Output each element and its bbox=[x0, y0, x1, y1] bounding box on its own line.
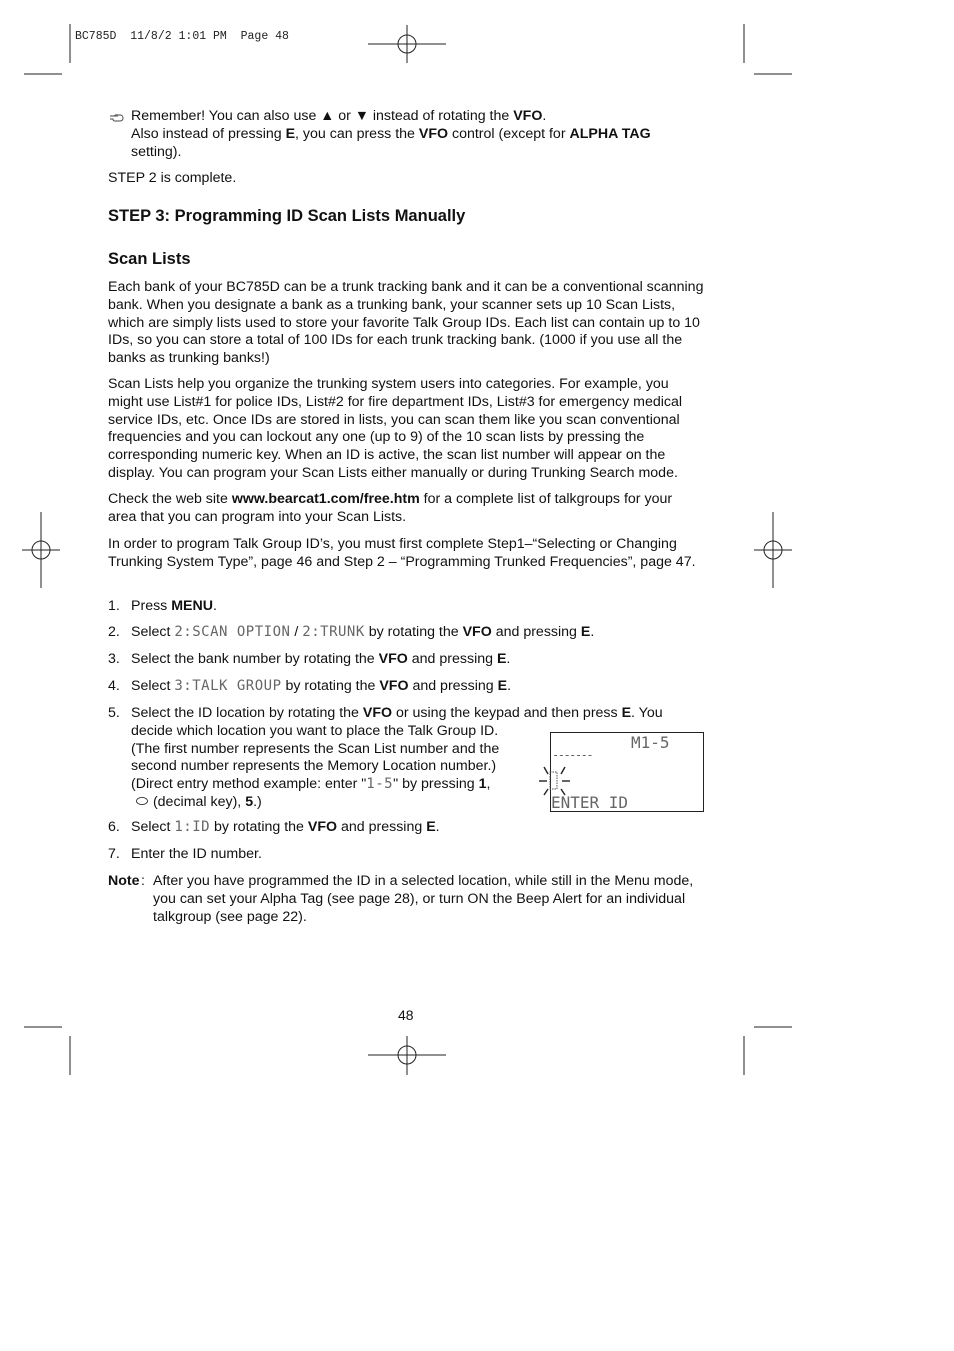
decimal-key-icon bbox=[135, 796, 149, 806]
heading-scan-lists: Scan Lists bbox=[108, 250, 191, 268]
step-6: 6. Select 1:ID by rotating the VFO and pressing E. bbox=[108, 819, 440, 835]
lcd-top-text: M1-5 bbox=[631, 733, 670, 752]
paragraph-website: Check the web site www.bearcat1.com/free.htm for a complete list of talkgroups for your area that you can program into your Scan Lists. bbox=[108, 491, 673, 525]
lcd-scan-option: 2:SCAN OPTION bbox=[174, 624, 291, 640]
down-arrow-icon: ▼ bbox=[354, 108, 369, 124]
lcd-bottom-text: ENTER ID bbox=[551, 793, 629, 812]
registration-mark-left bbox=[22, 512, 60, 588]
lcd-trunk: 2:TRUNK bbox=[302, 624, 365, 640]
remember-tip: Remember! You can also use ▲ or ▼ instead of rotating the VFO. Also instead of pressing E, you can press the VFO control (except for ALPHA TAG setting). bbox=[131, 108, 651, 160]
up-arrow-icon: ▲ bbox=[320, 108, 335, 124]
lcd-talk-group: 3:TALK GROUP bbox=[174, 678, 282, 694]
page-number: 48 bbox=[398, 1007, 414, 1023]
heading-step3: STEP 3: Programming ID Scan Lists Manually bbox=[108, 207, 466, 225]
step-2: 2. Select 2:SCAN OPTION / 2:TRUNK by rotating the VFO and pressing E. bbox=[108, 624, 595, 640]
pointing-hand-icon bbox=[109, 113, 125, 123]
paragraph-scan-lists: Scan Lists help you organize the trunking system users into categories. For example, you might use List#1 for police IDs, List#2 for fire department IDs, List#3 for emergency medical service IDs, etc. Once IDs are stored in lists, you can scan them like you scan conventional frequencies and you can lockout any one (up to 9) of the 10 scan lists by pressing the corresponding numeric key. When an ID is active, the scan list number will appear on the display. You can program your Scan Lists either manually or during Trunking Search mode. bbox=[108, 376, 683, 481]
registration-mark-top bbox=[368, 25, 446, 63]
lcd-id: 1:ID bbox=[174, 819, 211, 835]
step-4: 4. Select 3:TALK GROUP by rotating the VFO and pressing E. bbox=[108, 678, 512, 694]
website-link[interactable]: www.bearcat1.com/free.htm bbox=[231, 491, 420, 507]
paragraph-banks: Each bank of your BC785D can be a trunk tracking bank and it can be a conventional scanning bank. When you designate a bank as a trunking bank, your scanner sets up 10 Scan Lists, which are simply lists used to store your favorite Talk Group IDs. Each list can contain up to 10 IDs, so you can store a total of 100 IDs for each trunk tracking bank. (1000 if you use all the banks as trunking banks!) bbox=[108, 279, 704, 367]
step-5: 5. Select the ID location by rotating the VFO or using the keypad and then press E. You decide which location you want to place the Talk Group ID. (The first number represents the Scan List number and the second number represents the Memory Location number.) (Direct entry method example: enter "1-5" by pressing 1, (decimal key), 5.) bbox=[108, 705, 663, 810]
step-7: 7. Enter the ID number. bbox=[108, 846, 262, 862]
print-slug: BC785D 11/8/2 1:01 PM Page 48 bbox=[75, 30, 289, 43]
lcd-direct-entry: 1-5 bbox=[366, 776, 394, 793]
registration-mark-right bbox=[754, 512, 792, 588]
step-3: 3. Select the bank number by rotating the VFO and pressing E. bbox=[108, 651, 511, 667]
note-text: After you have programmed the ID in a selected location, while still in the Menu mode, you can set your Alpha Tag (see page 28), or turn ON the Beep Alert for an individual talkgroup (see page 22). bbox=[153, 873, 694, 925]
step2-complete: STEP 2 is complete. bbox=[108, 170, 237, 186]
paragraph-prerequisite: In order to program Talk Group ID’s, you must first complete Step1–“Selecting or Changing Trunking System Type”, page 46 and Step 2 – “Programming Trunked Frequencies”, page 47. bbox=[108, 536, 696, 570]
blinking-cursor-icon bbox=[536, 764, 576, 800]
step-1: 1. Press MENU. bbox=[108, 598, 217, 614]
lcd-dashes: ------- bbox=[552, 748, 593, 762]
note-label: Note bbox=[108, 873, 140, 889]
note: Note : After you have programmed the ID in a selected location, while still in the Menu mode, you can set your Alpha Tag (see page 28), or turn ON the Beep Alert for an individual talkgroup (see page 22). bbox=[108, 873, 708, 926]
registration-mark-bottom bbox=[368, 1036, 446, 1075]
